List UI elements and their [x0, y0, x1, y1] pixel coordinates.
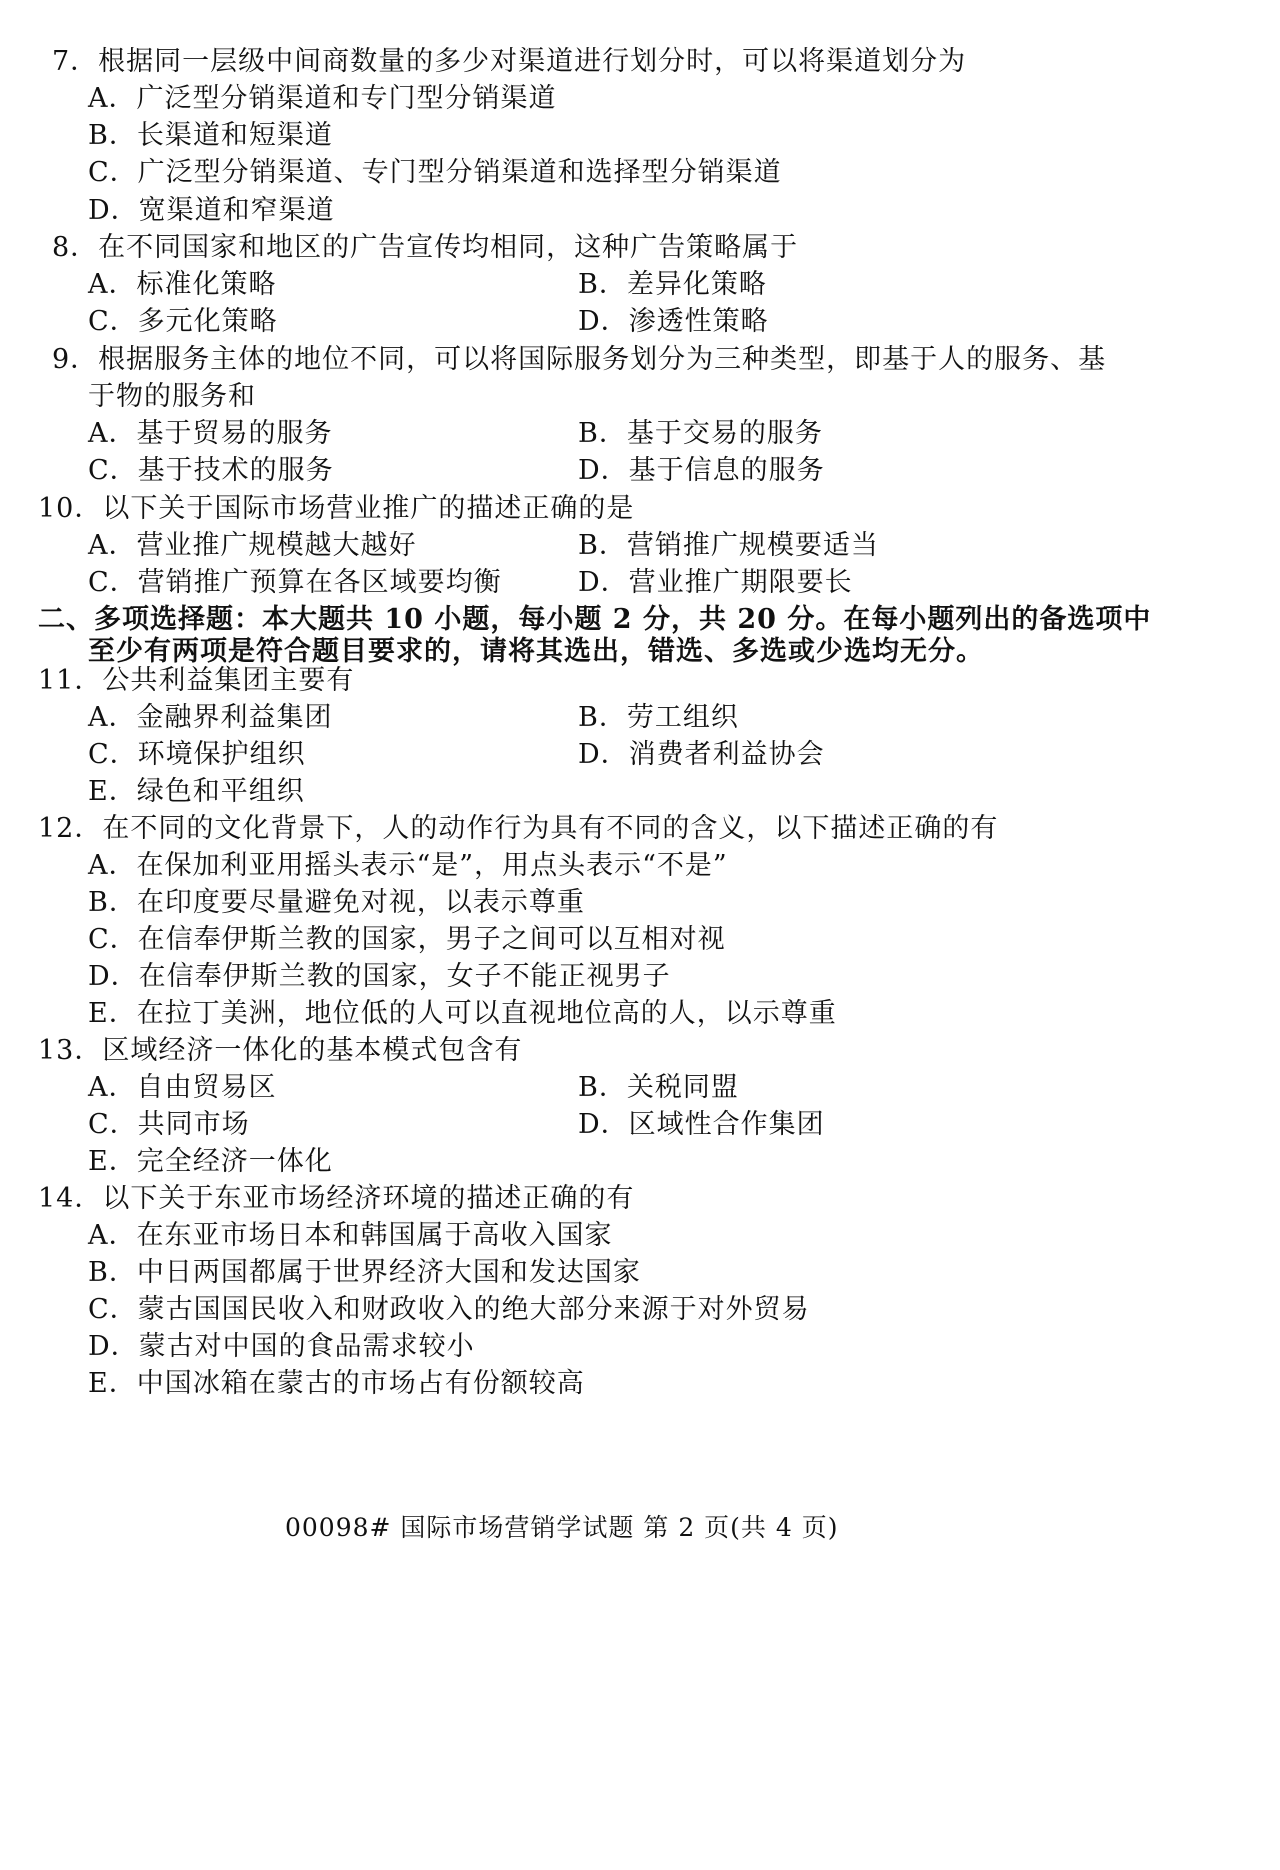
question-14-stem: 14．以下关于东亚市场经济环境的描述正确的有 — [38, 1183, 635, 1214]
question-13-option-d: D．区域性合作集团 — [578, 1109, 825, 1140]
question-11-option-c: C．环境保护组织 — [88, 739, 306, 770]
question-14-option-e: E．中国冰箱在蒙古的市场占有份额较高 — [88, 1368, 585, 1399]
question-14-option-d: D．蒙古对中国的食品需求较小 — [88, 1331, 475, 1362]
question-14-option-a: A．在东亚市场日本和韩国属于高收入国家 — [88, 1220, 613, 1251]
section-2-heading-line2: 至少有两项是符合题目要求的，请将其选出，错选、多选或少选均无分。 — [88, 636, 984, 667]
question-8-stem: 8．在不同国家和地区的广告宣传均相同，这种广告策略属于 — [52, 232, 799, 263]
question-7-option-a: A．广泛型分销渠道和专门型分销渠道 — [88, 83, 557, 114]
question-8-option-c: C．多元化策略 — [88, 306, 278, 337]
question-9-stem-line1: 9．根据服务主体的地位不同，可以将国际服务划分为三种类型，即基于人的服务、基 — [52, 344, 1107, 375]
question-13-option-b: B．关税同盟 — [578, 1072, 739, 1103]
question-13-option-e: E．完全经济一体化 — [88, 1146, 333, 1177]
question-11-option-a: A．金融界利益集团 — [88, 702, 333, 733]
question-9-option-b: B．基于交易的服务 — [578, 418, 823, 449]
question-9-option-d: D．基于信息的服务 — [578, 455, 825, 486]
question-8-option-d: D．渗透性策略 — [578, 306, 769, 337]
question-12-option-e: E．在拉丁美洲，地位低的人可以直视地位高的人，以示尊重 — [88, 998, 837, 1029]
question-9-option-a: A．基于贸易的服务 — [88, 418, 333, 449]
question-11-option-e: E．绿色和平组织 — [88, 776, 305, 807]
question-7-stem: 7．根据同一层级中间商数量的多少对渠道进行划分时，可以将渠道划分为 — [52, 46, 967, 77]
question-11-option-b: B．劳工组织 — [578, 702, 739, 733]
question-10-option-a: A．营业推广规模越大越好 — [88, 530, 417, 561]
question-11-option-d: D．消费者利益协会 — [578, 739, 825, 770]
question-14-option-c: C．蒙古国国民收入和财政收入的绝大部分来源于对外贸易 — [88, 1294, 810, 1325]
question-10-option-b: B．营销推广规模要适当 — [578, 530, 879, 561]
question-12-option-a: A．在保加利亚用摇头表示“是”，用点头表示“不是” — [88, 850, 728, 881]
question-13-option-c: C．共同市场 — [88, 1109, 250, 1140]
section-2-heading-line1: 二、多项选择题：本大题共 10 小题，每小题 2 分，共 20 分。在每小题列出的备选项中 — [38, 604, 1152, 635]
page-footer: 00098# 国际市场营销学试题 第 2 页(共 4 页) — [285, 1513, 839, 1542]
question-14-option-b: B．中日两国都属于世界经济大国和发达国家 — [88, 1257, 641, 1288]
question-7-option-d: D．宽渠道和窄渠道 — [88, 195, 335, 226]
question-8-option-b: B．差异化策略 — [578, 269, 767, 300]
question-12-stem: 12．在不同的文化背景下，人的动作行为具有不同的含义，以下描述正确的有 — [38, 813, 999, 844]
question-12-option-b: B．在印度要尽量避免对视，以表示尊重 — [88, 887, 585, 918]
question-10-option-d: D．营业推广期限要长 — [578, 567, 853, 598]
question-13-stem: 13．区域经济一体化的基本模式包含有 — [38, 1035, 523, 1066]
question-11-stem: 11．公共利益集团主要有 — [38, 665, 355, 696]
question-7-option-b: B．长渠道和短渠道 — [88, 120, 333, 151]
question-8-option-a: A．标准化策略 — [88, 269, 277, 300]
question-12-option-d: D．在信奉伊斯兰教的国家，女子不能正视男子 — [88, 961, 671, 992]
question-12-option-c: C．在信奉伊斯兰教的国家，男子之间可以互相对视 — [88, 924, 726, 955]
question-10-option-c: C．营销推广预算在各区域要均衡 — [88, 567, 502, 598]
question-9-stem-line2: 于物的服务和 — [88, 381, 256, 412]
question-9-option-c: C．基于技术的服务 — [88, 455, 334, 486]
question-13-option-a: A．自由贸易区 — [88, 1072, 277, 1103]
question-10-stem: 10．以下关于国际市场营业推广的描述正确的是 — [38, 493, 635, 524]
question-7-option-c: C．广泛型分销渠道、专门型分销渠道和选择型分销渠道 — [88, 157, 782, 188]
